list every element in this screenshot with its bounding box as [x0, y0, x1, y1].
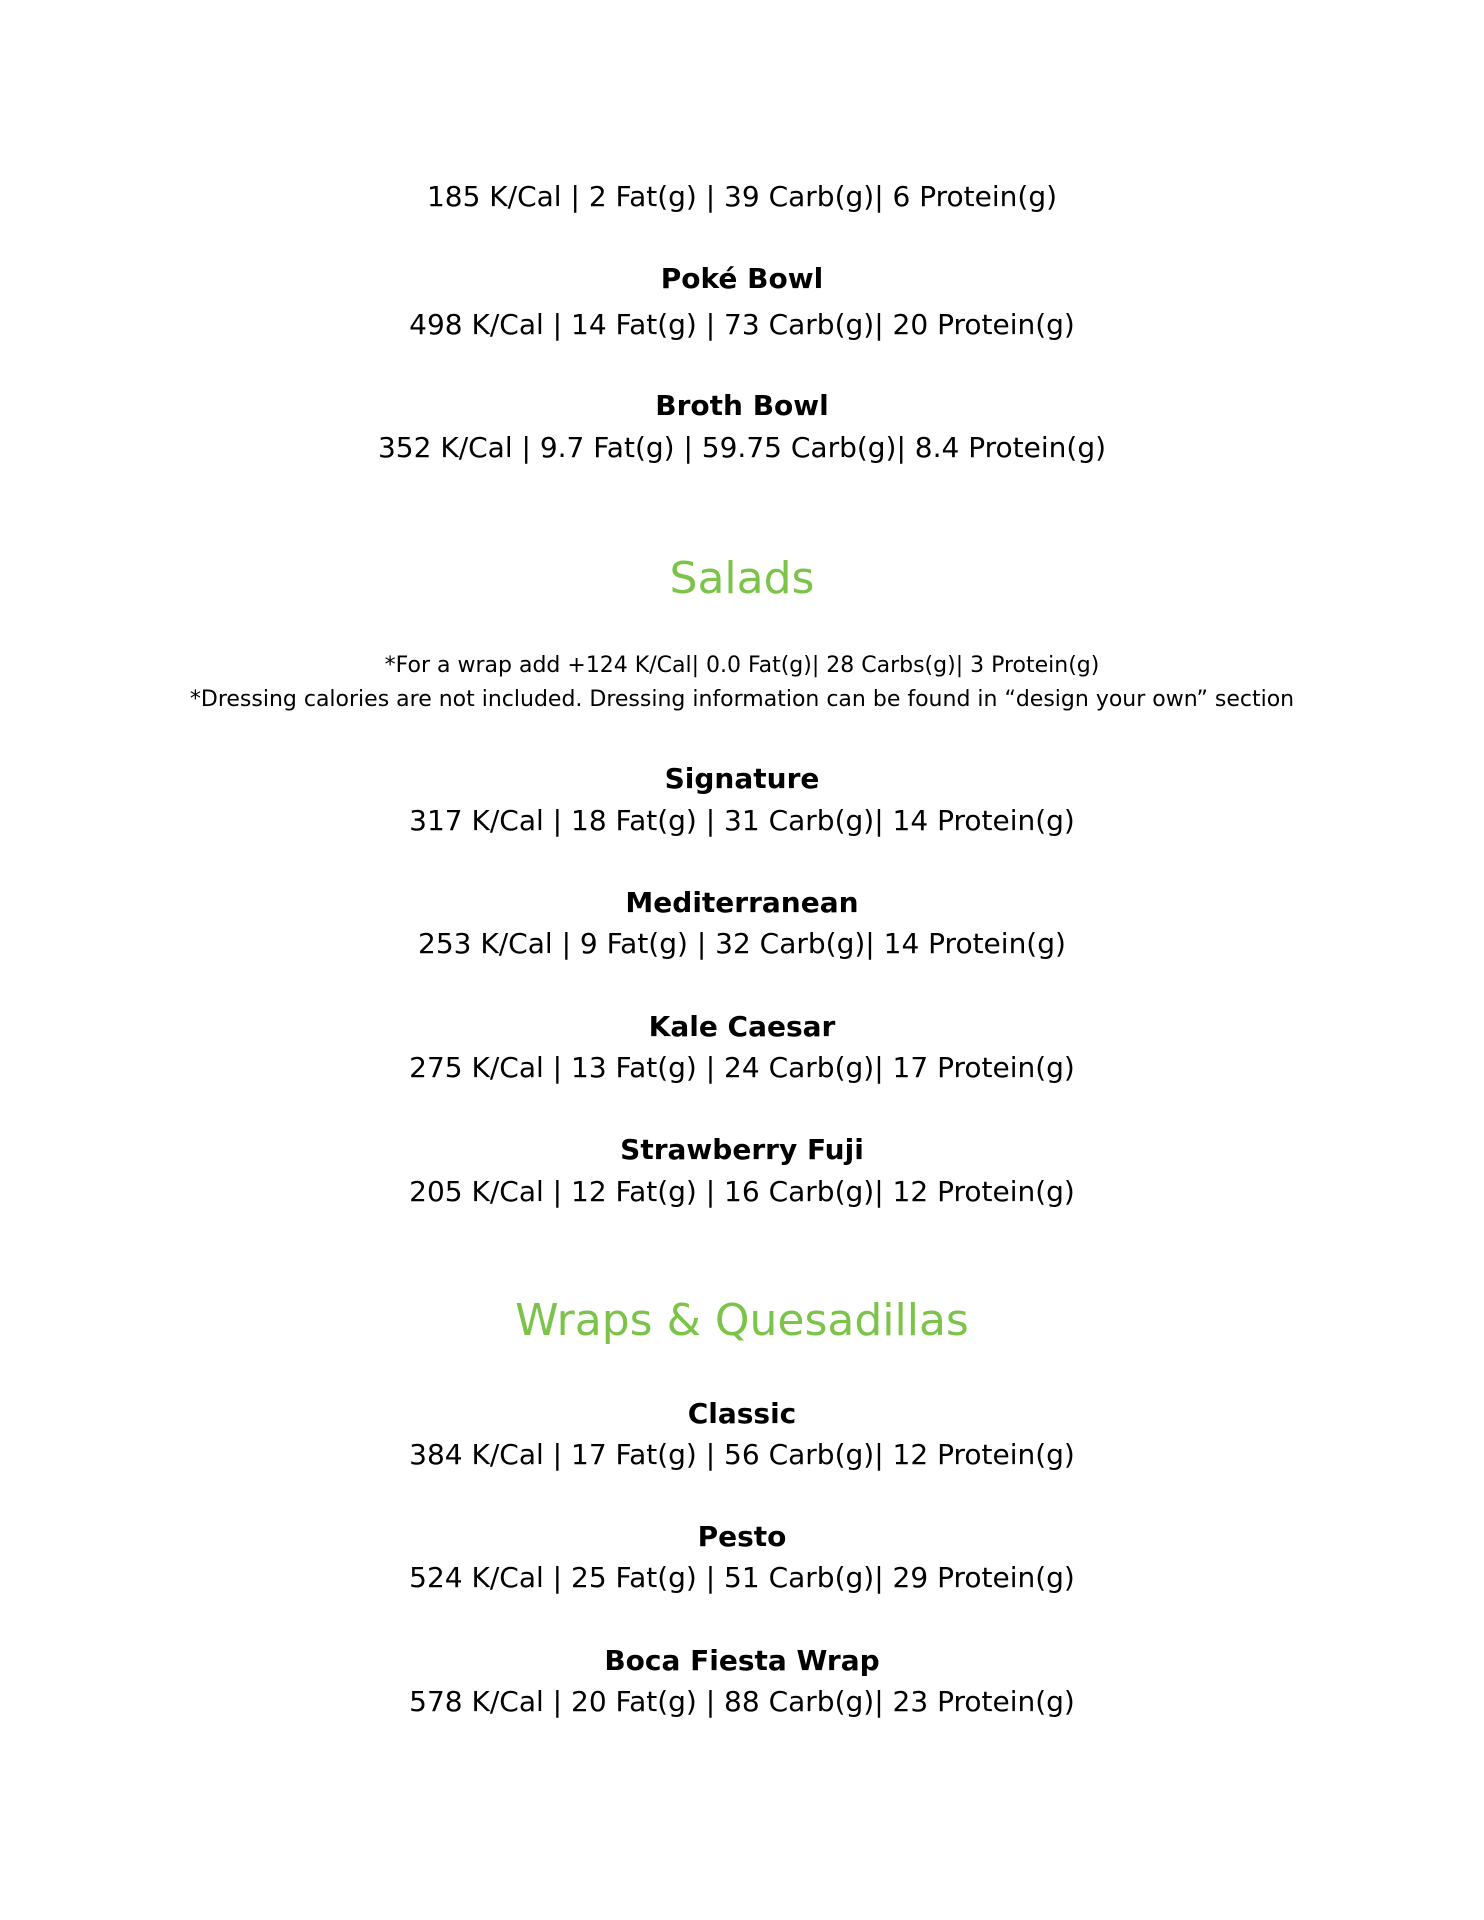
item-nutrition: 384 K/Cal | 17 Fat(g) | 56 Carb(g)| 12 Protein(g)	[409, 1438, 1075, 1471]
item-nutrition: 253 K/Cal | 9 Fat(g) | 32 Carb(g)| 14 Protein(g)	[418, 927, 1066, 960]
item-nutrition: 205 K/Cal | 12 Fat(g) | 16 Carb(g)| 12 Protein(g)	[409, 1175, 1075, 1208]
item-name: Pesto	[697, 1520, 787, 1553]
item-nutrition: 185 K/Cal | 2 Fat(g) | 39 Carb(g)| 6 Protein(g)	[426, 180, 1058, 213]
section-heading-wraps: Wraps & Quesadillas	[515, 1295, 969, 1346]
item-name: Strawberry Fuji	[620, 1133, 864, 1166]
dressing-note: *Dressing calories are not included. Dressing information can be found in “design your own” section	[189, 687, 1295, 712]
item-nutrition: 275 K/Cal | 13 Fat(g) | 24 Carb(g)| 17 Protein(g)	[409, 1051, 1075, 1084]
item-nutrition: 578 K/Cal | 20 Fat(g) | 88 Carb(g)| 23 Protein(g)	[409, 1685, 1075, 1718]
item-name: Mediterranean	[625, 886, 859, 919]
item-name: Signature	[664, 762, 820, 795]
wrap-note: *For a wrap add +124 K/Cal| 0.0 Fat(g)| 28 Carbs(g)| 3 Protein(g)	[384, 653, 1100, 678]
item-nutrition: 524 K/Cal | 25 Fat(g) | 51 Carb(g)| 29 Protein(g)	[409, 1561, 1075, 1594]
item-name: Broth Bowl	[655, 389, 829, 422]
item-nutrition: 352 K/Cal | 9.7 Fat(g) | 59.75 Carb(g)| 8.4 Protein(g)	[377, 431, 1107, 464]
item-name: Poké Bowl	[660, 262, 824, 295]
item-name: Classic	[687, 1397, 797, 1430]
item-nutrition: 498 K/Cal | 14 Fat(g) | 73 Carb(g)| 20 Protein(g)	[409, 308, 1075, 341]
item-nutrition: 317 K/Cal | 18 Fat(g) | 31 Carb(g)| 14 Protein(g)	[409, 804, 1075, 837]
item-name: Boca Fiesta Wrap	[604, 1644, 880, 1677]
section-heading-salads: Salads	[669, 553, 815, 604]
item-name: Kale Caesar	[648, 1010, 836, 1043]
